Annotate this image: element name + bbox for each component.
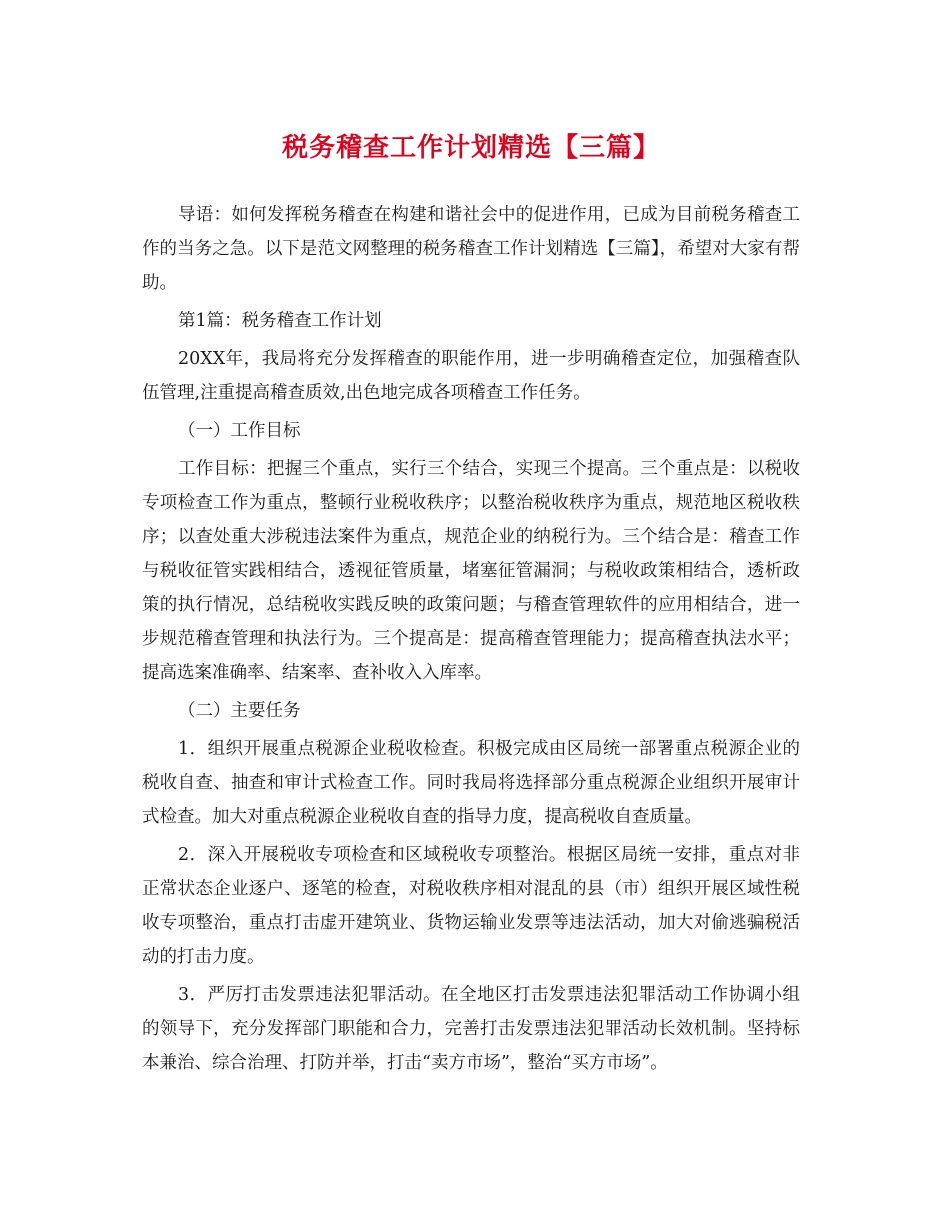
part-heading: 第1篇：税务稽查工作计划 <box>178 311 382 331</box>
goals-paragraph: 工作目标：把握三个重点，实行三个结合，实现三个提高。三个重点是：以税收专项检查工作为重点，整顿行业税收秩序；以整治税收秩序为重点，规范地区税收秩序；以查处重大涉税违法案件为重点，规范企业的纳税行为。三个结合是：稽查工作与税收征管实践相结合，透视征管质量，堵塞征管漏洞；与税收政策相结合，透析政策的执行情况，总结税收实践反映的政策问题；与稽查管理软件的应用相结合，进一步规范稽查管理和执法行为。三个提高是：提高稽查管理能力；提高稽查执法水平；提高选案准确率、结案率、查补收入入库率。 <box>142 459 800 683</box>
task-paragraph-3: 3．严厉打击发票违法犯罪活动。在全地区打击发票违法犯罪活动工作协调小组的领导下，充分发挥部门职能和合力，完善打击发票违法犯罪活动长效机制。坚持标本兼治、综合治理、打防并举，打击“卖方市场”，整治“买方市场”。 <box>142 985 800 1073</box>
overview-paragraph: 20XX年，我局将充分发挥稽查的职能作用，进一步明确稽查定位，加强稽查队伍管理,注重提高稽查质效,出色地完成各项稽查工作任务。 <box>142 349 800 403</box>
section-heading-tasks: （二）主要任务 <box>178 701 301 721</box>
intro-paragraph: 导语：如何发挥税务稽查在构建和谐社会中的促进作用，已成为目前税务稽查工作的当务之急。以下是范文网整理的税务稽查工作计划精选【三篇】，希望对大家有帮助。 <box>142 205 800 293</box>
section-heading-goals: （一）工作目标 <box>178 421 301 441</box>
task-paragraph-1: 1．组织开展重点税源企业税收检查。积极完成由区局统一部署重点税源企业的税收自查、抽查和审计式检查工作。同时我局将选择部分重点税源企业组织开展审计式检查。加大对重点税源企业税收自查的指导力度，提高税收自查质量。 <box>142 739 800 827</box>
task-paragraph-2: 2．深入开展税收专项检查和区域税收专项整治。根据区局统一安排，重点对非正常状态企业逐户、逐笔的检查，对税收秩序相对混乱的县（市）组织开展区域性税收专项整治，重点打击虚开建筑业、货物运输业发票等违法活动，加大对偷逃骗税活动的打击力度。 <box>142 845 800 967</box>
document-title: 税务稽查工作计划精选【三篇】 <box>281 133 660 163</box>
